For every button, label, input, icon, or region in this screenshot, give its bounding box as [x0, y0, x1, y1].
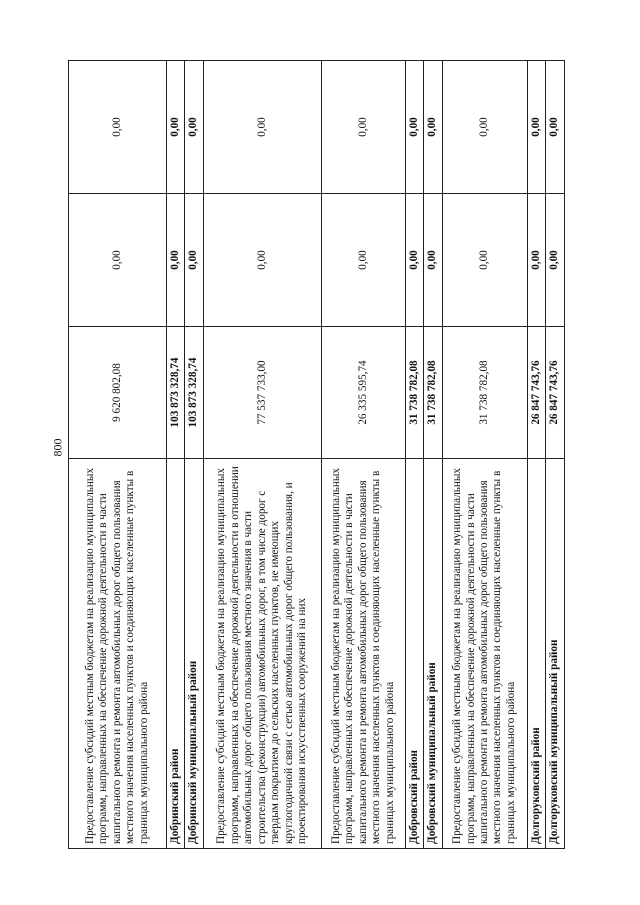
row-value-3: 0,00 — [546, 61, 564, 194]
table-row — [321, 61, 405, 849]
page-number: 800 — [50, 438, 65, 457]
rotated-table-frame — [68, 61, 563, 849]
row-value-2: 0,00 — [424, 194, 442, 327]
table-row — [203, 61, 321, 849]
table-row — [167, 61, 185, 849]
row-value-3: 0,00 — [405, 61, 423, 194]
table-row — [69, 61, 167, 849]
row-value-2: 0,00 — [69, 194, 167, 327]
row-value-2: 0,00 — [185, 194, 203, 327]
row-description: Предоставление субсидий местным бюджетам на реализацию муниципальных программ, направленных на обеспечение дорожной деятельности в части капитального ремонта и ремонта автомобильных дорог общего пользования местного значения населенных пунктов и соединяющих населенные пункты в границах муниципального района — [442, 459, 527, 849]
row-value-1: 31 738 782,08 — [405, 327, 423, 459]
table-row — [527, 61, 545, 849]
row-value-2: 0,00 — [527, 194, 545, 327]
table-row — [424, 61, 442, 849]
row-value-1: 31 738 782,08 — [442, 327, 527, 459]
row-description: Предоставление субсидий местным бюджетам на реализацию муниципальных программ, направленных на обеспечение дорожной деятельности в части капитального ремонта и ремонта автомобильных дорог общего пользования местного значения населенных пунктов и соединяющих населенные пункты в границах муниципального района — [69, 459, 167, 849]
table-row — [546, 61, 564, 849]
row-value-2: 0,00 — [405, 194, 423, 327]
row-value-2: 0,00 — [442, 194, 527, 327]
row-value-2: 0,00 — [546, 194, 564, 327]
row-description: Долгоруковский муниципальный район — [546, 459, 564, 849]
row-value-1: 9 620 802,08 — [69, 327, 167, 459]
row-value-1: 26 847 743,76 — [546, 327, 564, 459]
row-value-2: 0,00 — [167, 194, 185, 327]
row-value-3: 0,00 — [527, 61, 545, 194]
row-value-1: 103 873 328,74 — [167, 327, 185, 459]
row-value-1: 103 873 328,74 — [185, 327, 203, 459]
row-value-1: 31 738 782,08 — [424, 327, 442, 459]
row-value-3: 0,00 — [442, 61, 527, 194]
table-container — [68, 61, 563, 849]
row-description: Добринский муниципальный район — [185, 459, 203, 849]
row-value-2: 0,00 — [321, 194, 405, 327]
row-value-3: 0,00 — [424, 61, 442, 194]
table-row — [405, 61, 423, 849]
row-description: Предоставление субсидий местным бюджетам на реализацию муниципальных программ, направленных на обеспечение дорожной деятельности в части капитального ремонта и ремонта автомобильных дорог общего пользования местного значения населенных пунктов и соединяющих населенные пункты в границах муниципального района — [321, 459, 405, 849]
row-value-1: 77 537 733,00 — [203, 327, 321, 459]
table-row — [442, 61, 527, 849]
table-row — [185, 61, 203, 849]
row-value-1: 26 847 743,76 — [527, 327, 545, 459]
row-value-1: 26 335 595,74 — [321, 327, 405, 459]
row-value-3: 0,00 — [69, 61, 167, 194]
row-value-2: 0,00 — [203, 194, 321, 327]
row-description: Долгоруковский район — [527, 459, 545, 849]
row-value-3: 0,00 — [185, 61, 203, 194]
row-value-3: 0,00 — [167, 61, 185, 194]
row-description: Предоставление субсидий местным бюджетам на реализацию муниципальных программ, направленных на обеспечение дорожной деятельности в отношении автомобильных дорог общего пользования местного значения в части строительства (реконструкции) автомобильных дорог, в том числе дорог с твердым покрытием до сельских населенных пунктов, не имеющих круглогодичной связи с сетью автомобильных дорог общего пользования, и проектирования искусственных сооружений на них — [203, 459, 321, 849]
row-value-3: 0,00 — [203, 61, 321, 194]
row-description: Добринский район — [167, 459, 185, 849]
row-description: Добровский район — [405, 459, 423, 849]
budget-table — [68, 60, 565, 849]
row-description: Добровский муниципальный район — [424, 459, 442, 849]
row-value-3: 0,00 — [321, 61, 405, 194]
